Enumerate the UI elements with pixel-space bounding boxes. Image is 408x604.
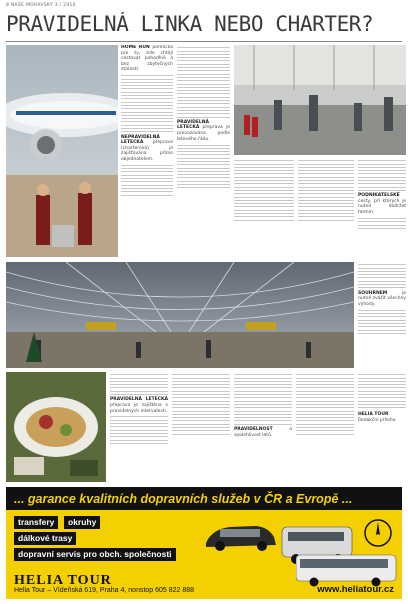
text-lines [121,75,173,132]
airplane-crew-image [6,45,118,257]
article-column-6 [358,262,406,368]
article-column-2 [177,45,230,257]
ad-website-link[interactable]: www.heliatour.cz [317,584,394,595]
service-dopravni-servis: dopravní servis pro obch. společnosti [14,548,176,561]
intro-text: pomůcka pro ty, kdo chtějí cestovat pohodlně a bez zbytečných starostí. [121,45,173,73]
airport-lounge-image [234,45,406,155]
service-dalkove-trasy: dálkové trasy [14,532,76,545]
article-headline: PRAVIDELNÁ LINKA NEBO CHARTER? [6,12,374,36]
article-column-3 [234,158,294,257]
section-text: je nutné zvážit všechny výhody. [358,290,406,307]
article-column-8 [172,372,230,482]
section-text: cesty, při kterých je nutné dodržet termín. [358,198,406,216]
section-title: PRAVIDELNOST [234,427,273,433]
article-column-10 [296,372,354,482]
section-text: přeprava (charterová) je zajišťována přímo objednatelem. [121,140,173,162]
section-title: PRAVIDELNÁ LETECKÁ [177,119,210,131]
coach-bus-icon [296,553,400,587]
photo-airplane-crew [6,45,118,257]
car-icon [206,526,276,551]
section-title: PODNIKATELSKÉ [358,193,400,199]
article-column-1 [121,45,173,257]
running-head: 8 NAŠE MORAVSKY 3 / 2010 [6,3,76,8]
ad-slogan: ... garance kvalitních dopravních služeb v ČR a Evropě ... [14,492,353,506]
headline-rule [6,41,402,42]
section-text: přeprava je zajištěna v pravidelných intervalech. [110,402,168,414]
ad-contact: Helia Tour – Vídeňská 619, Praha 4, nonstop 605 822 888 [14,587,195,594]
section-text: a spolehlivost letů. [234,427,292,438]
mercedes-logo-icon [365,520,391,546]
photo-inflight-meal [6,372,106,482]
article-column-7 [110,372,168,482]
photo-terminal-panorama [6,262,354,368]
section-title: NEPRAVIDELNÁ LETECKÁ [121,134,160,146]
inflight-meal-image [6,372,106,482]
photo-airport-lounge [234,45,406,155]
section-title: PRAVIDELNÁ LETECKÁ [110,397,168,403]
service-okruhy: okruhy [64,516,100,529]
article-column-11 [358,372,406,482]
article-column-4 [298,158,354,257]
intro-lead: HOME RUN [121,45,150,50]
author-name: HELIA TOUR [358,412,389,418]
helia-tour-advertisement[interactable] [6,487,402,599]
section-text: přeprava je provozována podle letového řádu. [177,125,230,142]
service-transfery: transfery [14,516,58,529]
author-subtitle: Redakční příloha [358,417,396,423]
section-title: SOUHRNEM [358,290,388,296]
article-column-9 [234,372,292,482]
terminal-panorama-image [6,262,354,368]
article-column-5 [358,158,406,257]
ad-brand-logo: HELIA TOUR [14,573,112,588]
